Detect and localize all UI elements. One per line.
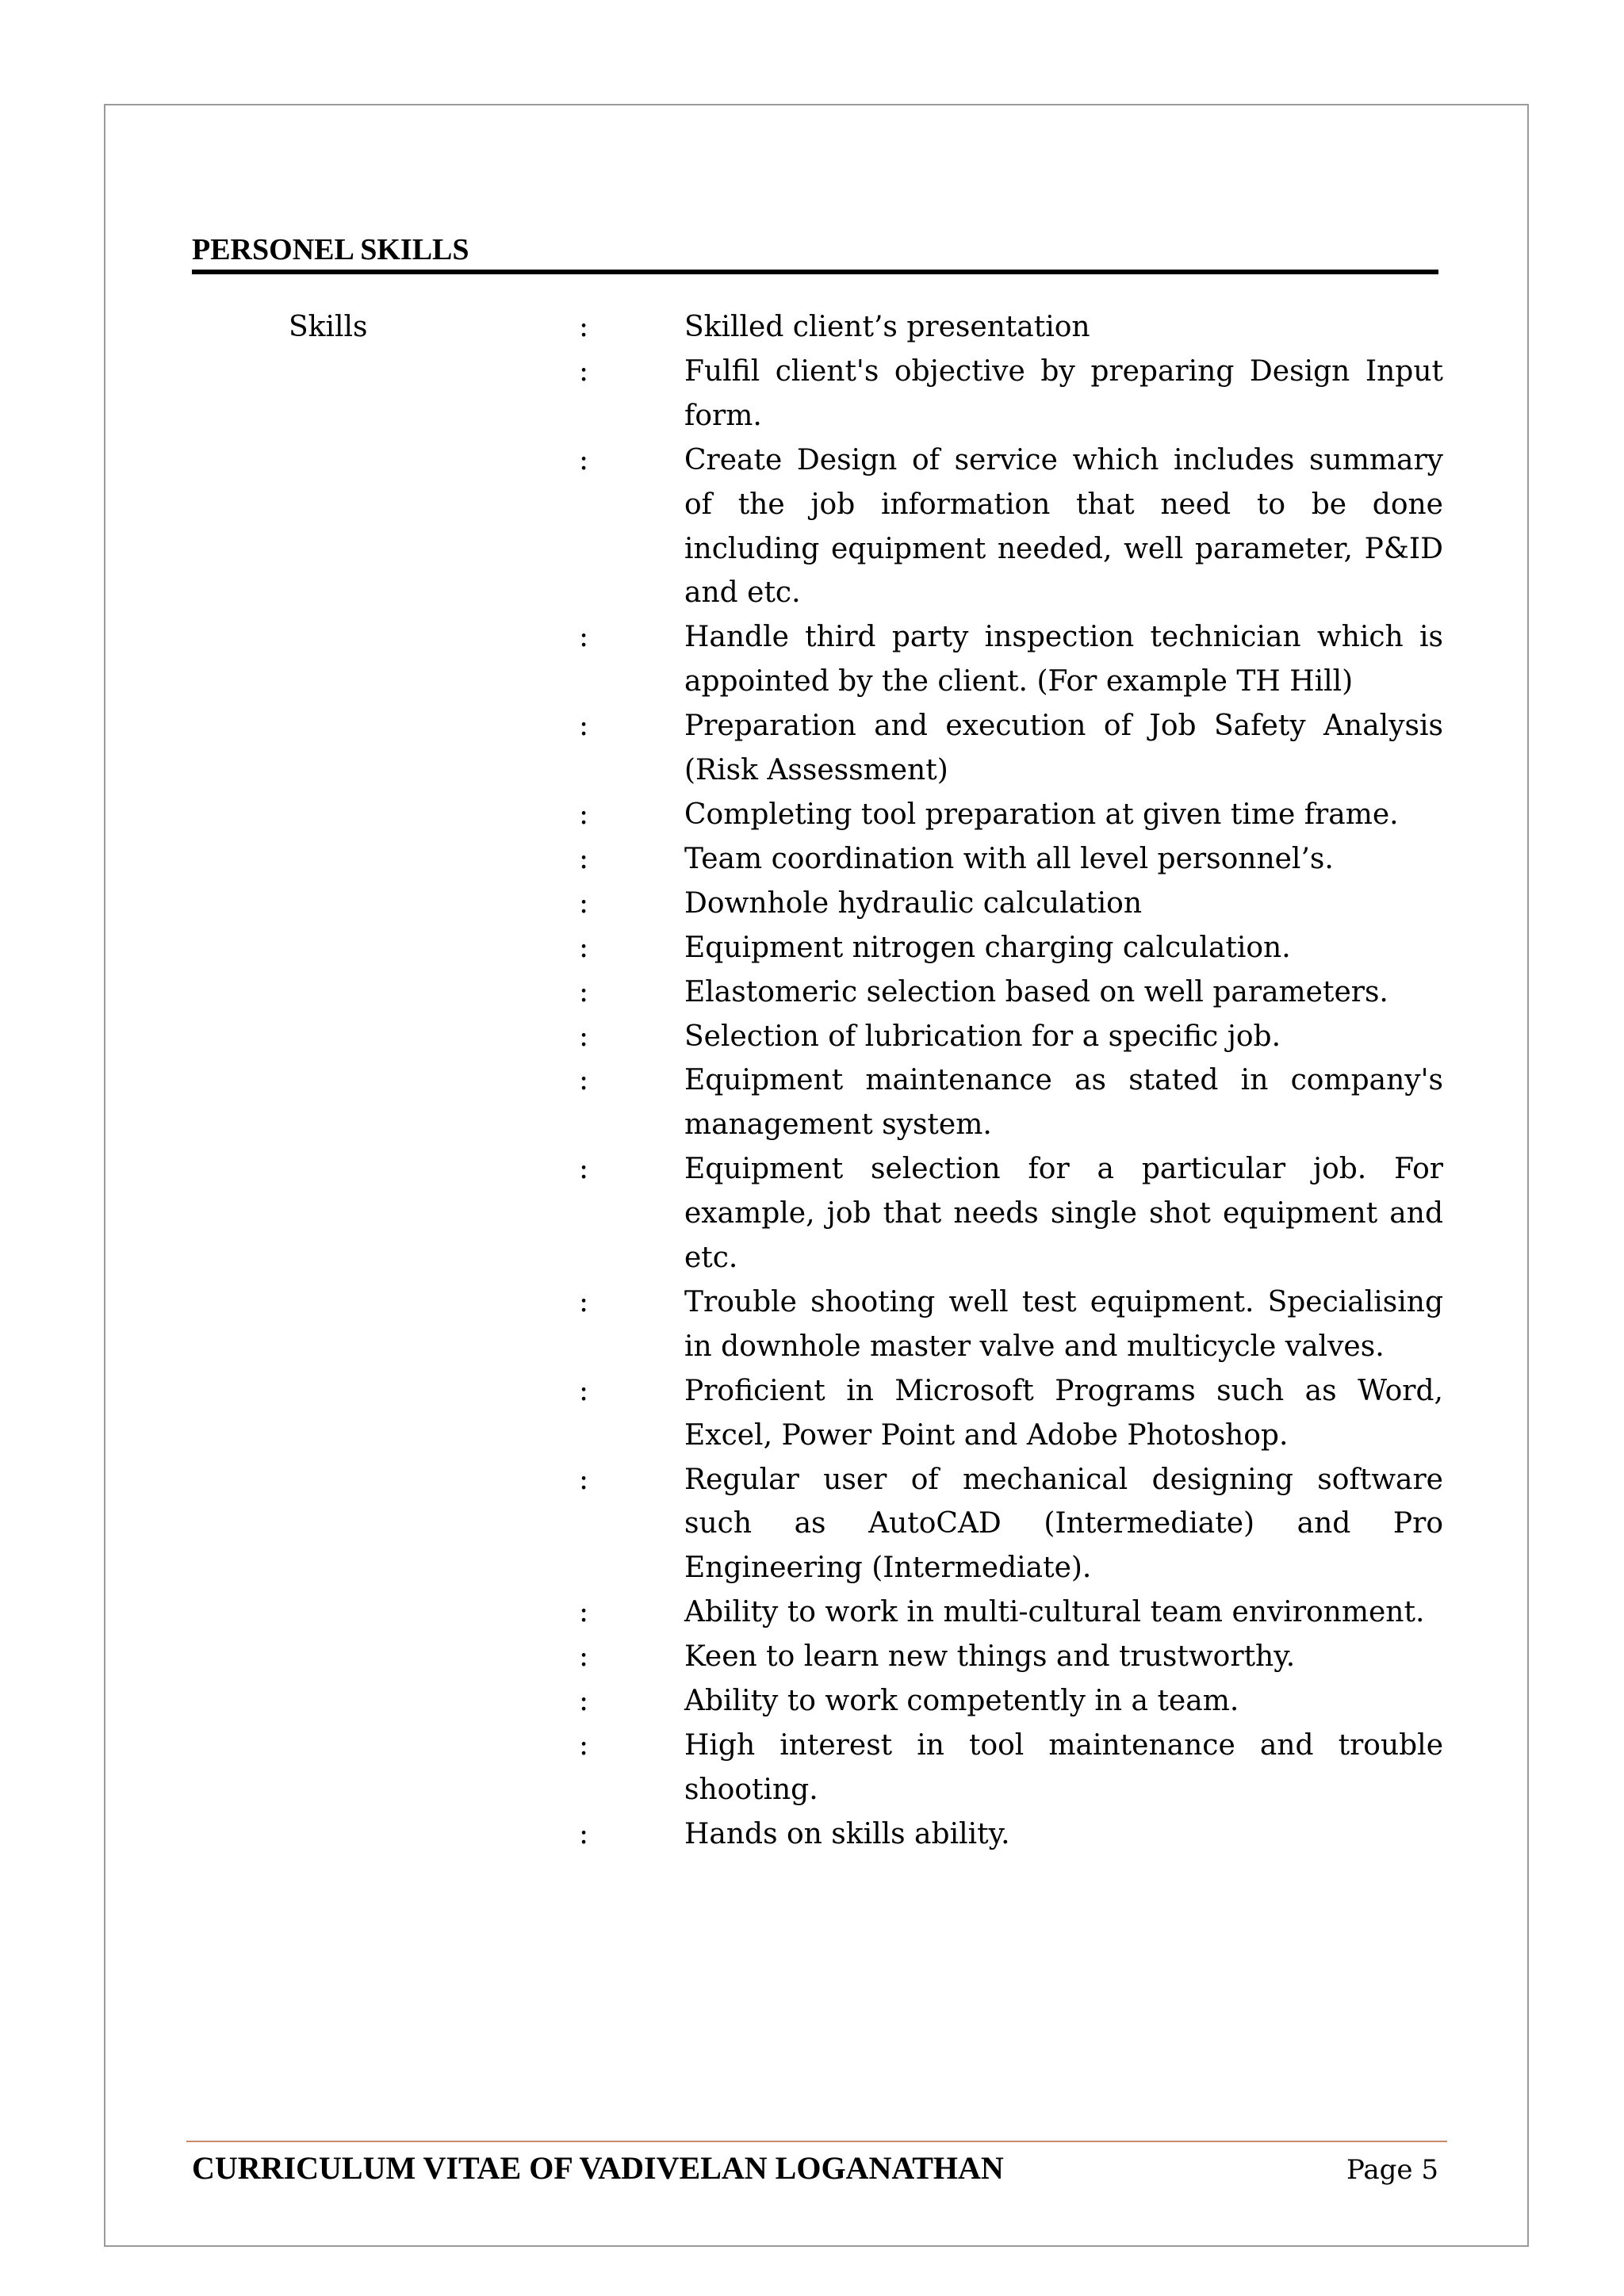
skill-text: High interest in tool maintenance and trouble shooting. [684, 1729, 1443, 1806]
skill-separator: : [579, 1729, 589, 1762]
skill-text: Handle third party inspection technician which is appointed by the client. (For example TH Hill) [684, 621, 1443, 698]
skill-item [579, 350, 1443, 438]
skills-list [579, 305, 1443, 1857]
skill-item [579, 793, 1443, 837]
section-divider [192, 270, 1438, 274]
skill-separator: : [579, 1817, 589, 1850]
skill-item [579, 1280, 1443, 1369]
skill-separator: : [579, 710, 589, 743]
skill-item [579, 1015, 1443, 1059]
skill-text: Team coordination with all level personnel’s. [684, 842, 1334, 875]
skill-text: Skilled client’s presentation [684, 311, 1090, 343]
skill-text: Preparation and execution of Job Safety Analysis (Risk Assessment) [684, 710, 1443, 787]
skill-item [579, 1679, 1443, 1724]
skill-item [579, 1058, 1443, 1147]
skill-item [579, 837, 1443, 882]
skill-item [579, 704, 1443, 793]
skill-separator: : [579, 1153, 589, 1186]
skill-item [579, 1369, 1443, 1458]
skill-separator: : [579, 975, 589, 1008]
skill-separator: : [579, 621, 589, 654]
skill-item [579, 305, 1443, 350]
skill-separator: : [579, 1064, 589, 1097]
skill-item [579, 926, 1443, 970]
skill-item [579, 882, 1443, 926]
skill-text: Ability to work in multi-cultural team environment. [684, 1596, 1425, 1629]
skill-text: Completing tool preparation at given time frame. [684, 798, 1399, 831]
skill-separator: : [579, 886, 589, 920]
skill-item [579, 1812, 1443, 1857]
skill-separator: : [579, 311, 589, 343]
page-number: Page 5 [1346, 2154, 1438, 2186]
skill-separator: : [579, 798, 589, 831]
skill-separator: : [579, 1374, 589, 1407]
skill-text: Equipment selection for a particular job. For example, job that needs single shot equipment and etc. [684, 1153, 1443, 1275]
skill-item [579, 970, 1443, 1015]
skill-text: Proficient in Microsoft Programs such as Word, Excel, Power Point and Adobe Photoshop. [684, 1374, 1443, 1452]
footer-title: CURRICULUM VITAE OF VADIVELAN LOGANATHAN [192, 2150, 1004, 2186]
footer-divider [186, 2141, 1447, 2142]
skill-item [579, 1724, 1443, 1812]
skill-separator: : [579, 1285, 589, 1318]
skill-text: Equipment nitrogen charging calculation. [684, 931, 1291, 964]
skill-text: Keen to learn new things and trustworthy. [684, 1640, 1296, 1674]
skill-text: Selection of lubrication for a specific job. [684, 1020, 1281, 1053]
section-title: PERSONEL SKILLS [192, 233, 469, 266]
skill-text: Create Design of service which includes summary of the job information that need to be done including equipment needed, well parameter, P&ID and etc. [684, 443, 1443, 610]
skill-text: Equipment maintenance as stated in company's management system. [684, 1064, 1443, 1142]
skill-text: Hands on skills ability. [684, 1817, 1010, 1850]
skill-separator: : [579, 1020, 589, 1053]
skill-text: Downhole hydraulic calculation [684, 886, 1143, 920]
skill-separator: : [579, 354, 589, 388]
skill-separator: : [579, 1640, 589, 1674]
skill-text: Ability to work competently in a team. [684, 1685, 1239, 1718]
skill-text: Elastomeric selection based on well parameters. [684, 975, 1388, 1008]
skill-item [579, 1590, 1443, 1635]
skill-item [579, 1635, 1443, 1679]
skill-separator: : [579, 842, 589, 875]
skill-text: Regular user of mechanical designing software such as AutoCAD (Intermediate) and Pro Engineering (Intermediate). [684, 1463, 1443, 1585]
skill-item [579, 438, 1443, 616]
skill-text: Fulfil client's objective by preparing Design Input form. [684, 354, 1443, 432]
skill-separator: : [579, 1463, 589, 1496]
skill-separator: : [579, 1685, 589, 1718]
skill-separator: : [579, 931, 589, 964]
skill-separator: : [579, 1596, 589, 1629]
skills-label: Skills [289, 311, 368, 343]
skill-item [579, 615, 1443, 704]
skill-item [579, 1458, 1443, 1591]
skill-item [579, 1147, 1443, 1280]
skill-separator: : [579, 443, 589, 476]
skill-text: Trouble shooting well test equipment. Specialising in downhole master valve and multicycle valves. [684, 1285, 1443, 1363]
